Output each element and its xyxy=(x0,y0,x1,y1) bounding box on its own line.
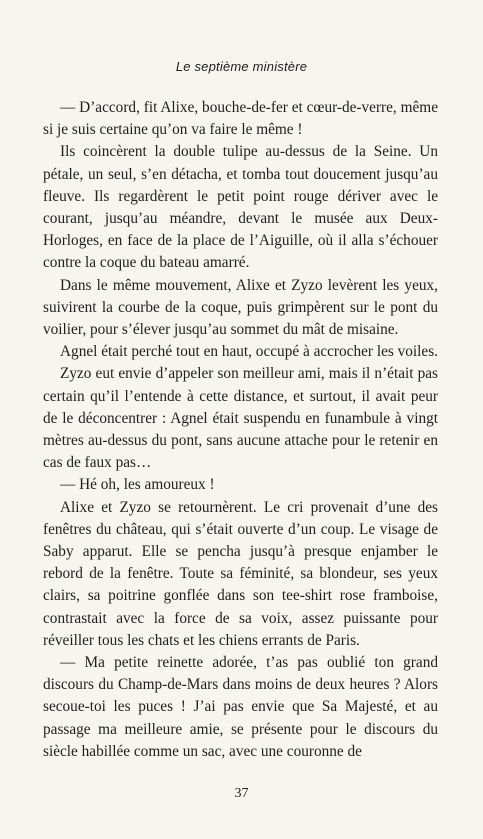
running-header: Le septième ministère xyxy=(175,59,308,74)
paragraph: — Ma petite reinette adorée, t’as pas oublié ton grand discours du Champ-de-Mars dans moins de deux heures ? Alors secoue-toi les puces ! J’ai pas envie que Sa Majesté, et au passage ma meilleure amie, se présente pour le discours du siècle habillée comme un sac, avec une couronne de xyxy=(43,654,438,760)
paragraph: Alixe et Zyzo se retournèrent. Le cri provenait d’une des fenêtres du château, qui s’était ouverte d’un coup. Le visage de Saby apparut. Elle se pencha jusqu’à presque enjamber le rebord de la fenêtre. Toute sa féminité, sa blondeur, ses yeux clairs, sa poitrine gonflée dans son tee-shirt rose framboise, contrastait avec la force de sa voix, assez puissante pour réveiller tous les chats et les chiens errants de Paris. xyxy=(43,498,438,649)
paragraph: — D’accord, fit Alixe, bouche-de-fer et cœur-de-verre, même si je suis certaine qu’on va faire le même ! xyxy=(43,99,438,139)
paragraph: Ils coincèrent la double tulipe au-dessus de la Seine. Un pétale, un seul, s’en détacha, et tomba tout doucement jusqu’au fleuve. Ils regardèrent le petit point rouge dériver avec le courant, jusqu’au méandre, devant le musée aux Deux-Horloges, en face de la place de l’Aiguille, où il alla s’échouer contre la coque du bateau amarré. xyxy=(43,143,438,272)
body-text xyxy=(43,97,438,763)
paragraph: Zyzo eut envie d’appeler son meilleur ami, mais il n’était pas certain qu’il l’entende à cette distance, et surtout, il avait peur de le déconcentrer : Agnel était suspendu en funambule à vingt mètres au-dessus du pont, sans aucune attache pour le retenir en cas de faux pas… xyxy=(43,365,438,472)
paragraph: Dans le même mouvement, Alixe et Zyzo levèrent les yeux, suivirent la courbe de la coque, puis grimpèrent sur le pont du voilier, pour s’élever jusqu’au sommet du mât de misaine. xyxy=(43,276,438,339)
page-number: 37 xyxy=(234,786,249,801)
paragraph: — Hé oh, les amoureux ! xyxy=(60,476,215,494)
paragraph: Agnel était perché tout en haut, occupé à accrocher les voiles. xyxy=(60,343,439,361)
